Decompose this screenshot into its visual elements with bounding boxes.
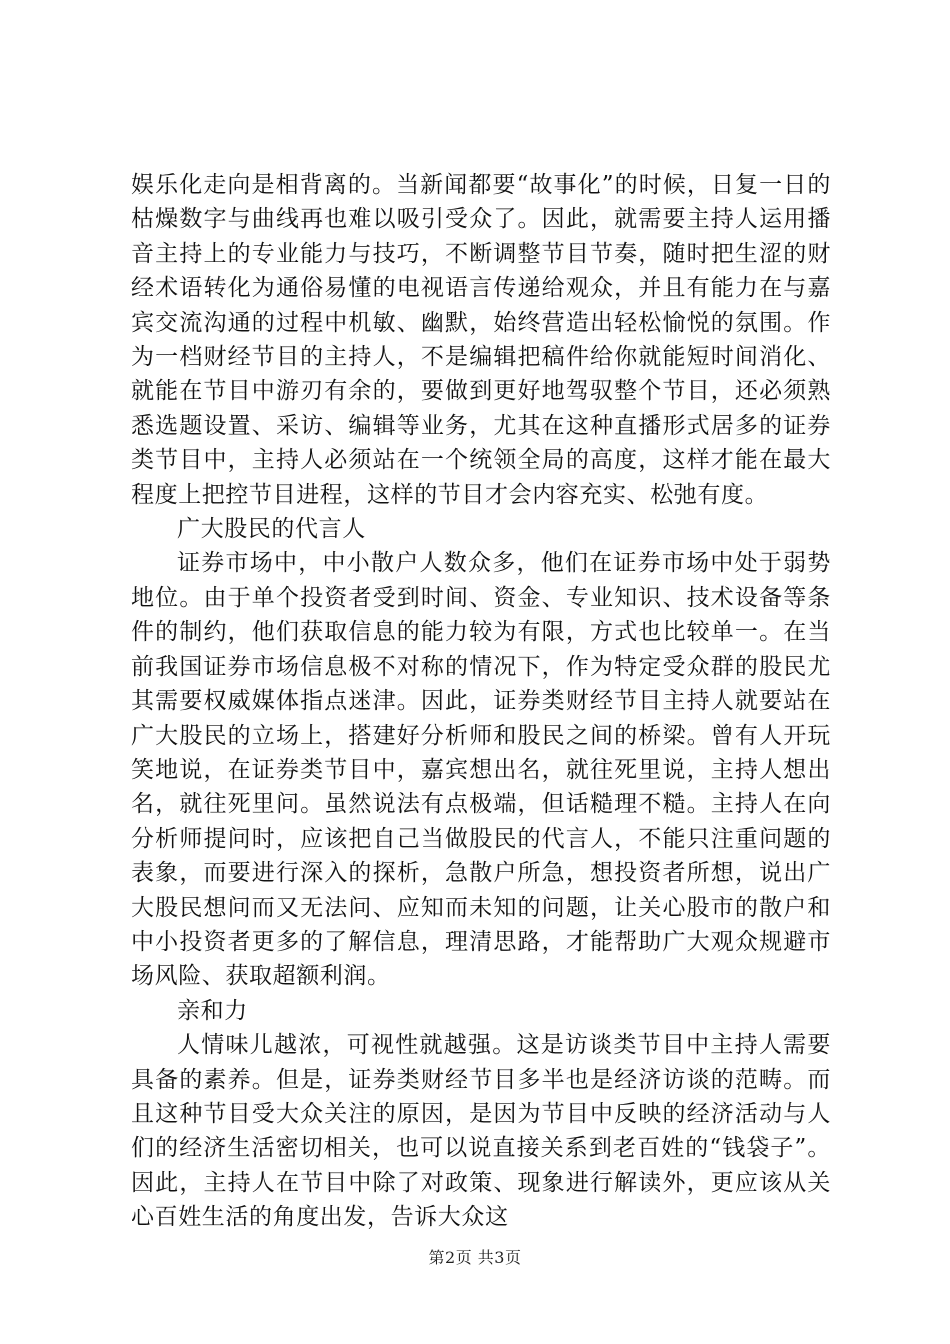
document-page [131,168,831,1235]
body-paragraph-2: 证券市场中，中小散户人数众多，他们在证券市场中处于弱势地位。由于单个投资者受到时间、资金、专业知识、技术设备等条件的制约，他们获取信息的能力较为有限，方式也比较单一。在当前我国证券市场信息极不对称的情况下，作为特定受众群的股民尤其需要权威媒体指点迷津。因此，证券类财经节目主持人就要站在广大股民的立场上，搭建好分析师和股民之间的桥梁。曾有人开玩笑地说，在证券类节目中，嘉宾想出名，就往死里说，主持人想出名，就往死里问。虽然说法有点极端，但话糙理不糙。主持人在向分析师提问时，应该把自己当做股民的代言人，不能只注重问题的表象，而要进行深入的探析，急散户所急，想投资者所想，说出广大股民想问而又无法问、应知而未知的问题，让关心股市的散户和中小投资者更多的了解信息，理清思路，才能帮助广大观众规避市场风险、获取超额利润。 [131,550,831,990]
page-footer: 第2页 共3页 [428,1248,522,1267]
body-paragraph-1: 娱乐化走向是相背离的。当新闻都要“故事化”的时候，日复一日的枯燥数字与曲线再也难以吸引受众了。因此，就需要主持人运用播音主持上的专业能力与技巧，不断调整节目节奏，随时把生涩的财经术语转化为通俗易懂的电视语言传递给观众，并且有能力在与嘉宾交流沟通的过程中机敏、幽默，始终营造出轻松愉悦的氛围。作为一档财经节目的主持人，不是编辑把稿件给你就能短时间消化、就能在节目中游刃有余的，要做到更好地驾驭整个节目，还必须熟悉选题设置、采访、编辑等业务，尤其在这种直播形式居多的证券类节目中，主持人必须站在一个统领全局的高度，这样才能在最大程度上把控节目进程，这样的节目才会内容充实、松弛有度。 [131,172,831,508]
body-paragraph-3: 人情味儿越浓，可视性就越强。这是访谈类节目中主持人需要具备的素养。但是，证券类财经节目多半也是经济访谈的范畴。而且这种节目受大众关注的原因，是因为节目中反映的经济活动与人们的经济生活密切相关，也可以说直接关系到老百姓的“钱袋子”。因此，主持人在节目中除了对政策、现象进行解读外，更应该从关心百姓生活的角度出发，告诉大众这 [131,1032,831,1231]
section-heading-affinity: 亲和力 [177,997,248,1024]
section-heading-spokesperson: 广大股民的代言人 [177,516,366,543]
